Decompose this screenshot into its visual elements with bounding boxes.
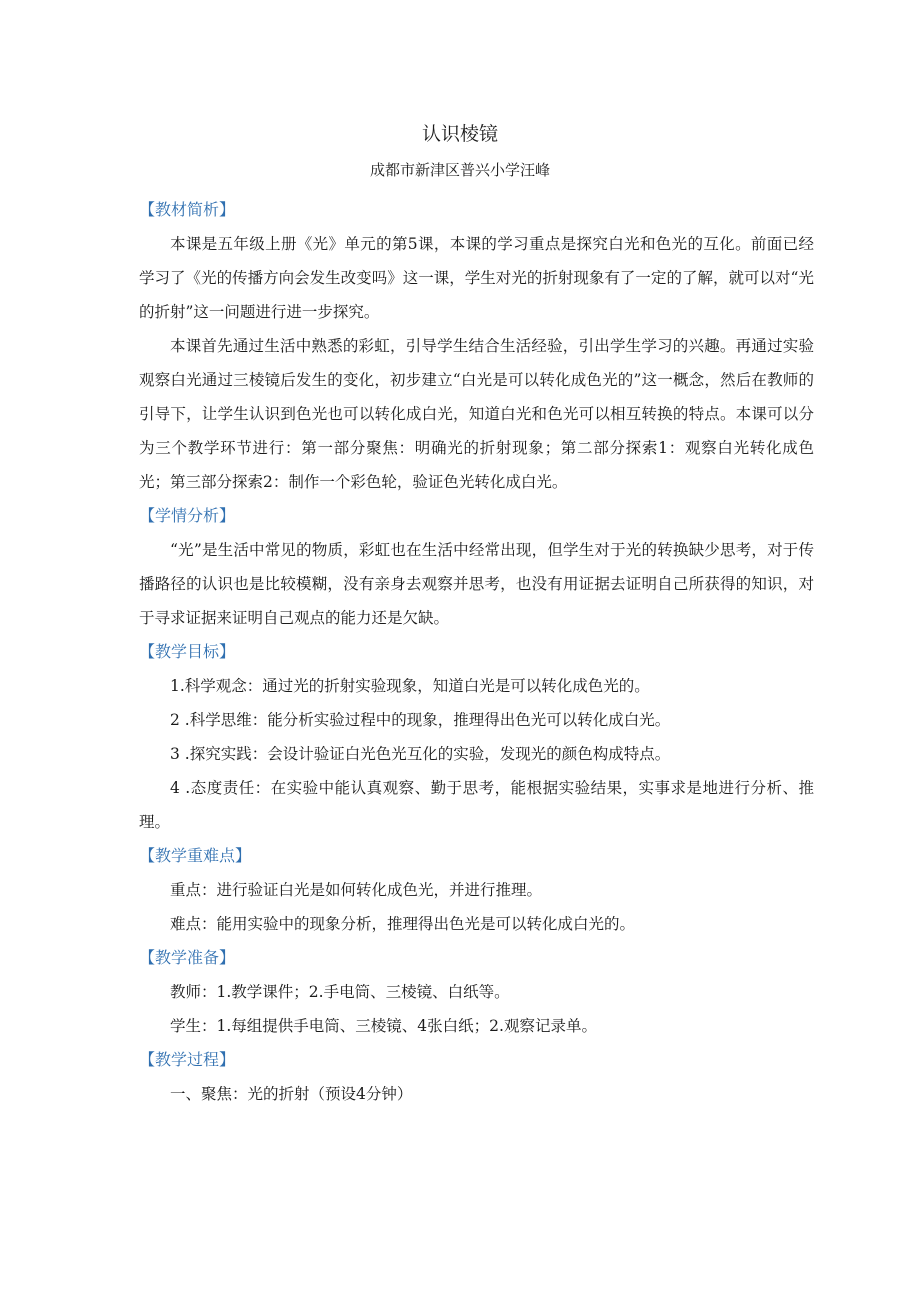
- key-focus: 重点：进行验证白光是如何转化成色光，并进行推理。: [170, 881, 543, 899]
- goal-item-1: 1.科学观念：通过光的折射实验现象，知道白光是可以转化成色光的。: [170, 677, 650, 695]
- doc-body: [139, 193, 814, 1111]
- section-heading-process: 【教学过程】: [139, 1050, 236, 1069]
- goal-item-4: 4 .态度责任：在实验中能认真观察、勤于思考，能根据实验结果，实事求是地进行分析、推理。: [139, 779, 814, 831]
- doc-title: 认识棱镜: [421, 123, 498, 145]
- section-heading-key: 【教学重难点】: [139, 846, 252, 865]
- section-heading-textbook: 【教材简析】: [139, 200, 236, 219]
- paragraph-students-1: “光”是生活中常见的物质，彩虹也在生活中经常出现，但学生对于光的转换缺少思考，对于传播路径的认识也是比较模糊，没有亲身去观察并思考，也没有用证据去证明自己所获得的知识，对于寻求证据来证明自己观点的能力还是欠缺。: [139, 541, 814, 627]
- prep-teacher: 教师：1.教学课件；2.手电筒、三棱镜、白纸等。: [170, 983, 510, 1001]
- prep-student: 学生：1.每组提供手电筒、三棱镜、4张白纸；2.观察记录单。: [170, 1017, 597, 1035]
- section-heading-students: 【学情分析】: [139, 506, 236, 525]
- goal-item-2: 2 .科学思维：能分析实验过程中的现象，推理得出色光可以转化成白光。: [170, 711, 671, 729]
- doc-author: 成都市新津区普兴小学汪峰: [369, 161, 550, 179]
- section-heading-goals: 【教学目标】: [139, 642, 236, 661]
- paragraph-textbook-2: 本课首先通过生活中熟悉的彩虹，引导学生结合生活经验，引出学生学习的兴趣。再通过实验观察白光通过三棱镜后发生的变化，初步建立“白光是可以转化成色光的”这一概念，然后在教师的引导下，让学生认识到色光也可以转化成白光，知道白光和色光可以相互转换的特点。本课可以分为三个教学环节进行：第一部分聚焦：明确光的折射现象；第二部分探索1：观察白光转化成色光；第三部分探索2：制作一个彩色轮，验证色光转化成白光。: [139, 337, 814, 491]
- goal-item-3: 3 .探究实践：会设计验证白光色光互化的实验，发现光的颜色构成特点。: [170, 745, 671, 763]
- section-heading-prep: 【教学准备】: [139, 948, 236, 967]
- paragraph-textbook-1: 本课是五年级上册《光》单元的第5课，本课的学习重点是探究白光和色光的互化。前面已经学习了《光的传播方向会发生改变吗》这一课，学生对光的折射现象有了一定的了解，就可以对“光的折射”这一问题进行进一步探究。: [139, 235, 814, 321]
- key-difficulty: 难点：能用实验中的现象分析，推理得出色光是可以转化成白光的。: [170, 915, 636, 933]
- process-step-1: 一、聚焦：光的折射（预设4分钟）: [170, 1085, 413, 1103]
